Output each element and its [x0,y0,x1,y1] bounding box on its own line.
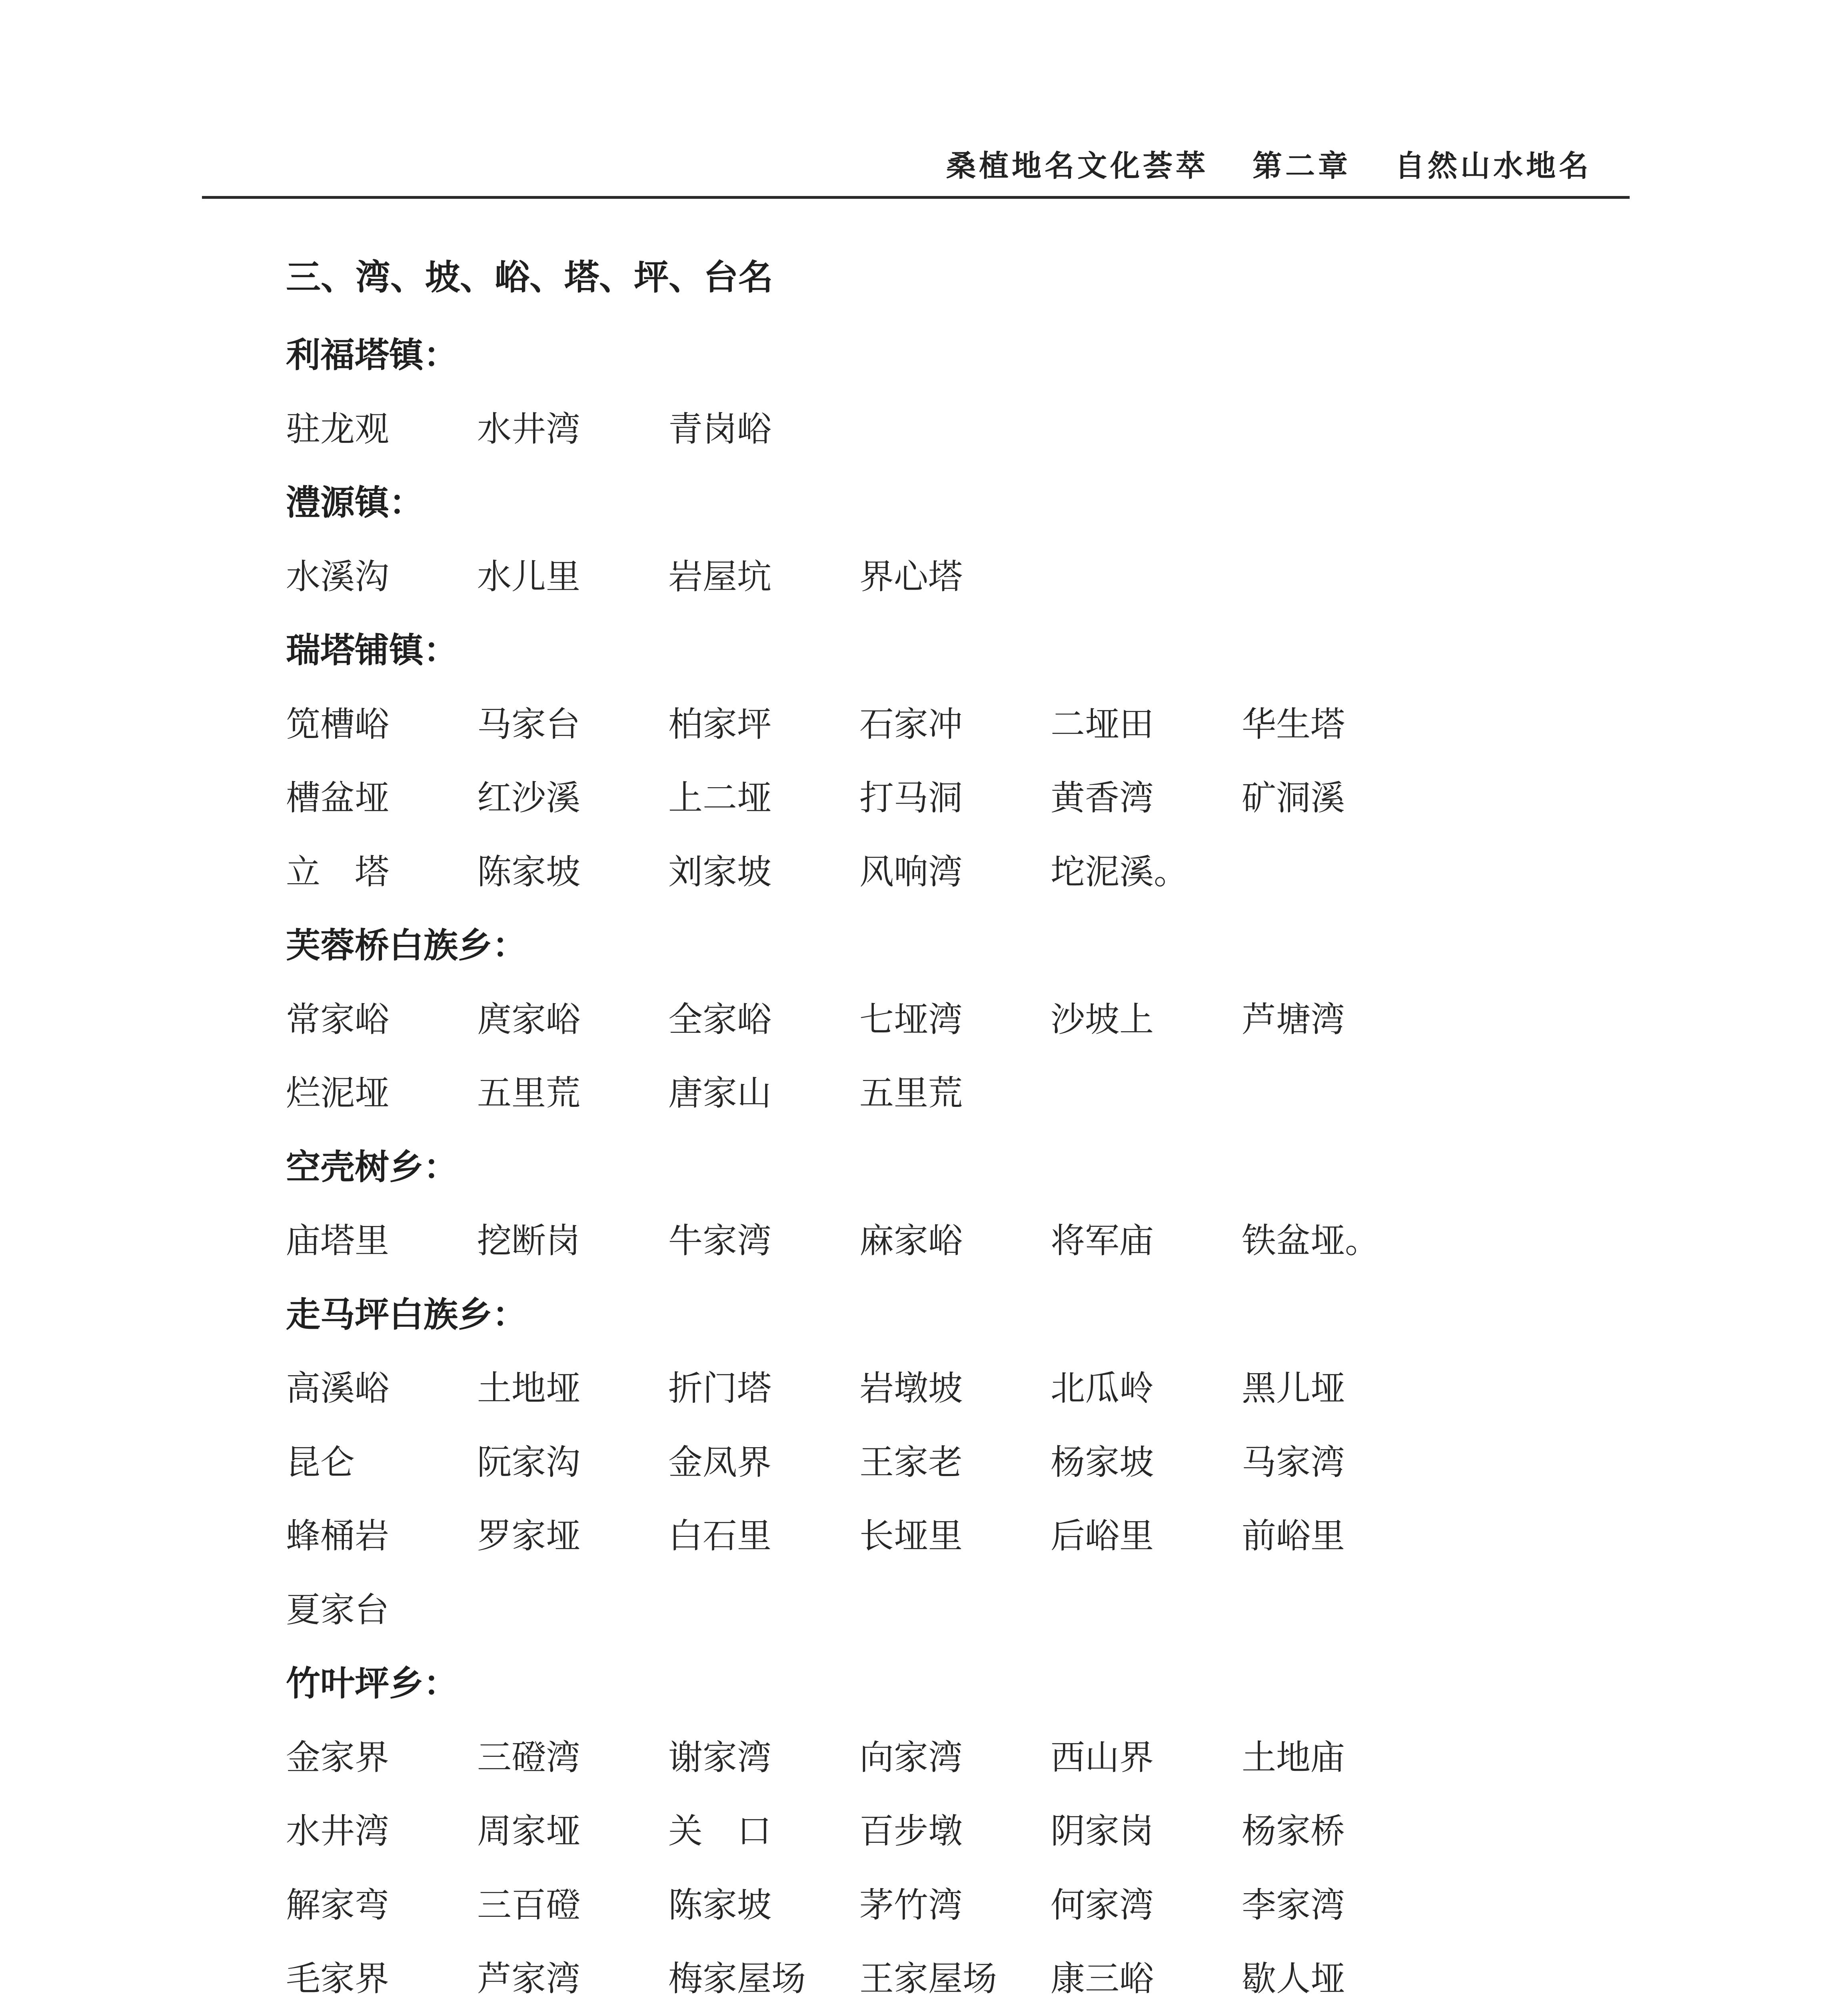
place-name: 三百磴 [477,1885,580,1925]
place-name: 关 口 [668,1811,771,1851]
place-name: 谢家湾 [668,1737,771,1778]
place-name: 二垭田 [1051,704,1154,744]
place-name-list [286,690,1606,912]
place-name: 上二垭 [668,778,771,818]
place-name: 阮家沟 [477,1442,580,1482]
place-name-list [286,1724,1606,2000]
place-name: 将军庙 [1051,1221,1154,1261]
place-name: 芦家湾 [477,1959,580,1999]
place-name: 驻龙观 [286,409,389,449]
place-name: 梅家屋场 [668,1959,806,1999]
place-name: 铁盆垭。 [1242,1221,1379,1261]
place-name: 长垭里 [859,1516,963,1556]
place-name: 常家峪 [286,999,389,1040]
place-name: 风响湾 [859,852,963,892]
place-name: 五里荒 [477,1073,580,1113]
place-name: 杨家坡 [1051,1442,1154,1482]
place-name: 五里荒 [859,1073,963,1113]
place-name: 三磴湾 [477,1737,580,1778]
place-name: 槽盆垭 [286,778,389,818]
place-name: 坨泥溪。 [1051,852,1188,892]
place-name: 黑儿垭 [1242,1368,1345,1408]
place-name: 周家垭 [477,1811,580,1851]
place-name: 白石里 [668,1516,771,1556]
place-name: 百步墩 [859,1811,963,1851]
place-name: 立 塔 [286,852,389,892]
place-name: 庙塔里 [286,1221,389,1261]
place-name-list [286,986,1606,1133]
place-name: 解家弯 [286,1885,389,1925]
township-heading: 澧源镇： [286,483,424,523]
place-name: 北瓜岭 [1051,1368,1154,1408]
place-name-list [286,1207,1606,1281]
place-name: 麻家峪 [859,1221,963,1261]
place-name: 水溪沟 [286,556,389,597]
place-name: 岩墩坡 [859,1368,963,1408]
place-name: 李家湾 [1242,1885,1345,1925]
place-name: 罗家垭 [477,1516,580,1556]
place-name: 水儿里 [477,556,580,597]
place-name: 后峪里 [1051,1516,1154,1556]
place-name: 金凤界 [668,1442,771,1482]
running-header [202,144,1630,199]
place-name: 岩屋坑 [668,556,771,597]
place-name: 歇人垭 [1242,1959,1345,1999]
place-name: 打马洞 [859,778,963,818]
place-name: 何家湾 [1051,1885,1154,1925]
place-name: 水井湾 [477,409,580,449]
place-name: 前峪里 [1242,1516,1345,1556]
township-heading: 走马坪白族乡： [286,1294,527,1335]
place-name: 阴家岗 [1051,1811,1154,1851]
place-name: 马家台 [477,704,580,744]
place-name-list [286,1354,1606,1650]
township-heading: 利福塔镇： [286,335,458,375]
place-name: 昆仑 [286,1442,355,1482]
place-name: 牛家湾 [668,1221,771,1261]
place-name: 烂泥垭 [286,1073,389,1113]
place-name: 王家老 [859,1442,963,1482]
place-name: 青岗峪 [668,409,771,449]
place-name: 红沙溪 [477,778,580,818]
place-name: 芦塘湾 [1242,999,1345,1040]
place-name: 华生塔 [1242,704,1345,744]
place-name: 七垭湾 [859,999,963,1040]
book-title: 桑植地名文化荟萃 [946,149,1209,183]
place-name: 界心塔 [859,556,963,597]
section-title: 三、湾、坡、峪、塔、坪、台名 [286,257,773,298]
place-name: 庹家峪 [477,999,580,1040]
place-name: 陈家坡 [477,852,580,892]
place-name: 夏家台 [286,1590,389,1630]
page-body [286,247,1606,2000]
township-heading: 瑞塔铺镇： [286,630,458,670]
place-name: 刘家坡 [668,852,771,892]
place-name: 笕槽峪 [286,704,389,744]
chapter-number: 第二章 [1253,149,1351,183]
township-heading: 竹叶坪乡： [286,1664,458,1704]
place-name: 金家界 [286,1737,389,1778]
place-name: 柏家坪 [668,704,771,744]
place-name: 茅竹湾 [859,1885,963,1925]
place-name: 土地垭 [477,1368,580,1408]
place-name: 向家湾 [859,1737,963,1778]
place-name: 西山界 [1051,1737,1154,1778]
place-name: 唐家山 [668,1073,771,1113]
township-heading: 空壳树乡： [286,1147,458,1187]
place-name: 折门塔 [668,1368,771,1408]
place-name: 沙坡上 [1051,999,1154,1040]
place-name: 陈家坡 [668,1885,771,1925]
place-name: 王家屋场 [859,1959,997,1999]
place-name-list [286,395,1606,469]
place-name: 水井湾 [286,1811,389,1851]
place-name: 毛家界 [286,1959,389,1999]
place-name: 马家湾 [1242,1442,1345,1482]
place-name: 蜂桶岩 [286,1516,389,1556]
running-header-text [946,142,1592,185]
township-heading: 芙蓉桥白族乡： [286,926,527,966]
place-name: 杨家桥 [1242,1811,1345,1851]
place-name-list [286,543,1606,617]
chapter-title: 自然山水地名 [1395,149,1592,183]
place-name: 挖断岗 [477,1221,580,1261]
place-name: 石家冲 [859,704,963,744]
place-name: 矿洞溪 [1242,778,1345,818]
place-name: 土地庙 [1242,1737,1345,1778]
place-name: 高溪峪 [286,1368,389,1408]
place-name: 康三峪 [1051,1959,1154,1999]
place-name: 全家峪 [668,999,771,1040]
place-name: 黄香湾 [1051,778,1154,818]
